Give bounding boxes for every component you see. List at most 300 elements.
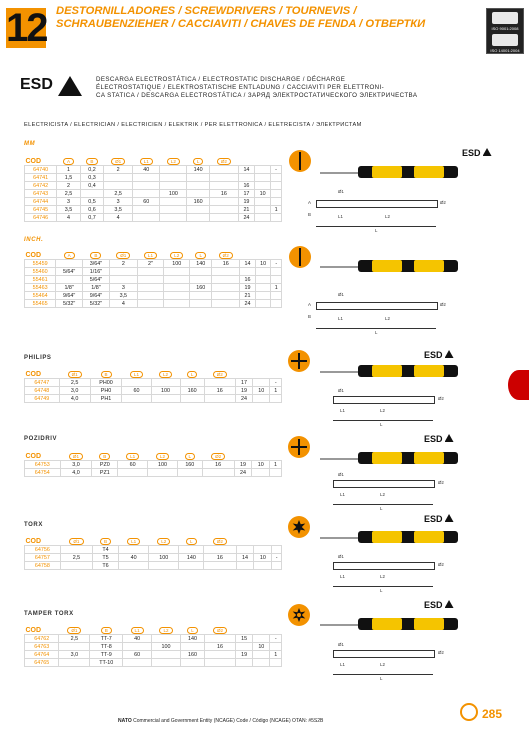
table-row [25, 554, 282, 562]
cell-e [160, 174, 187, 182]
cell-cod: 55465 [25, 300, 56, 308]
cell-a [59, 659, 90, 667]
cell-d [133, 206, 160, 214]
cell-e: 160 [181, 651, 205, 659]
cell-f: 160 [187, 198, 210, 206]
cell-a: 5/64" [56, 268, 83, 276]
screwdriver-closeup-image [508, 370, 529, 400]
esd-badge: ESD [424, 514, 454, 524]
dim-l2: L2 [385, 214, 390, 219]
cell-c [104, 174, 133, 182]
cell-h: 19 [235, 387, 252, 395]
table-row [25, 379, 282, 387]
dim-l2: L2 [380, 408, 385, 413]
table-mm [24, 151, 282, 222]
target-users: ELECTRICISTA / ELECTRICIAN / ELECTRICIEN / ELEKTRIK / PER ELETTRONICA / ELETRECISTA / ЭЛЕКТРИСТАМ [24, 122, 362, 128]
cell-h: 24 [240, 300, 256, 308]
table-row [25, 166, 282, 174]
cell-i: 10 [252, 461, 270, 469]
cell-a: 1/8" [56, 284, 83, 292]
cell-d: 100 [152, 643, 181, 651]
cell-i [252, 469, 270, 477]
table-row [25, 206, 282, 214]
section-philips: PHILIPS [24, 355, 52, 361]
handle-grip [372, 166, 402, 178]
cell-c [109, 268, 137, 276]
cell-f [190, 292, 212, 300]
cell-c: 2,5 [104, 190, 133, 198]
dim-a: A [308, 302, 311, 307]
cell-c: 3,5 [109, 292, 137, 300]
screwdriver-shaft [320, 537, 360, 539]
cell-i [255, 268, 271, 276]
handle-grip [372, 618, 402, 630]
cell-f [190, 268, 212, 276]
dim-l: L [380, 676, 383, 681]
handle-grip [414, 452, 444, 464]
cell-b: 0,5 [80, 198, 103, 206]
handle-grip [372, 531, 402, 543]
cell-g [212, 292, 240, 300]
table-row [25, 300, 282, 308]
screwdriver-shaft [320, 624, 360, 626]
cell-b: 9/64" [83, 292, 110, 300]
table-row [25, 190, 282, 198]
cell-b: PH1 [90, 395, 122, 403]
cell-g [209, 198, 238, 206]
dim-l2: L2 [380, 574, 385, 579]
col-header-cod: COD [25, 371, 42, 378]
esd-badge: ESD [424, 350, 454, 360]
handle-grip [372, 260, 402, 272]
cell-h: 14 [240, 260, 256, 268]
dim-line [316, 226, 436, 227]
cell-cod: 55463 [25, 284, 56, 292]
cell-b: 1/8" [83, 284, 110, 292]
section-pozidriv: POZIDRIV [24, 436, 58, 442]
dim-phi2: Ø2 [438, 562, 444, 567]
cell-f [187, 206, 210, 214]
cell-f [202, 469, 234, 477]
col-header-col_b: B [86, 158, 97, 165]
brand-q-icon [460, 703, 478, 721]
esd-hand-icon [445, 514, 454, 522]
col-header-col_l1: L1 [126, 453, 139, 460]
cell-b: PZ1 [92, 469, 118, 477]
esd-hand-icon [483, 148, 492, 156]
cell-b: PH00 [90, 379, 122, 387]
table-row [25, 387, 282, 395]
cell-i [253, 395, 270, 403]
cell-cod: 64754 [25, 469, 61, 477]
cell-j: - [270, 635, 282, 643]
dim-phi1: Ø1 [338, 388, 344, 393]
cell-b: 0,7 [80, 214, 103, 222]
cell-cod: 64763 [25, 643, 59, 651]
handle-grip [414, 618, 444, 630]
col-header-col_b: B [101, 627, 112, 634]
pozidriv-tip-icon [288, 436, 310, 458]
page-number: 285 [482, 707, 503, 721]
cell-e: 140 [179, 554, 204, 562]
cell-f [204, 395, 235, 403]
cell-i [254, 546, 272, 554]
col-header-col_b: B [99, 453, 110, 460]
table-row [25, 214, 282, 222]
section-mm: MM [24, 141, 36, 147]
cell-d: 100 [149, 554, 179, 562]
col-header-col_phi1: Ø1 [67, 627, 81, 634]
table-pozidriv [24, 446, 282, 477]
cell-j: 1 [270, 651, 282, 659]
cell-cod: 64756 [25, 546, 61, 554]
cell-h: 17 [235, 379, 252, 387]
dim-l2: L2 [380, 662, 385, 667]
cell-g [212, 276, 240, 284]
dim-phi2: Ø2 [438, 480, 444, 485]
cell-cod: 64744 [25, 198, 57, 206]
dim-line [316, 328, 436, 329]
col-header-col_l2: L2 [157, 538, 170, 545]
cell-j [270, 395, 282, 403]
cell-d [137, 300, 163, 308]
screwdriver-shaft [320, 371, 360, 373]
table-row [25, 292, 282, 300]
col-header-col_l2: L2 [159, 627, 172, 634]
dim-line [333, 674, 433, 675]
cell-cod: 55461 [25, 276, 56, 284]
footer-note [118, 718, 458, 724]
cell-e [179, 562, 204, 570]
cell-f: 140 [190, 260, 212, 268]
cell-c [118, 469, 148, 477]
table-row [25, 268, 282, 276]
table-row [25, 659, 282, 667]
cell-c [122, 379, 151, 387]
table-row [25, 635, 282, 643]
esd-text-3: CA STATICA / DESCARGA ELECTROSTÁTICA / ЗАРЯД ЭЛЕКТРОСТАТИЧЕСКОГО ЭЛЕКТРИЧЕСТВА [96, 92, 418, 99]
table-row [25, 461, 282, 469]
cell-cod: 64765 [25, 659, 59, 667]
cell-j [271, 174, 282, 182]
cell-f [187, 174, 210, 182]
table-row [25, 198, 282, 206]
cell-d [137, 268, 163, 276]
dimension-sketch [333, 650, 435, 658]
dim-line [333, 420, 433, 421]
title-line-1: DESTORNILLADORES / SCREWDRIVERS / TOURNEVIS / [56, 5, 357, 17]
col-header-col_l: L [187, 627, 198, 634]
cell-d: 100 [148, 461, 178, 469]
cell-e [179, 546, 204, 554]
cell-cod: 64757 [25, 554, 61, 562]
dim-phi1: Ø1 [338, 554, 344, 559]
cell-e [181, 659, 205, 667]
iso-seal-icon [492, 12, 518, 24]
cell-b: 3/64" [83, 260, 110, 268]
cell-d [152, 635, 181, 643]
cell-i [253, 659, 270, 667]
dim-phi2: Ø2 [440, 200, 446, 205]
cell-e [160, 214, 187, 222]
cell-e [160, 206, 187, 214]
cell-e [164, 300, 190, 308]
dim-line [333, 586, 433, 587]
cell-f [204, 546, 236, 554]
cell-a: 4,0 [60, 469, 92, 477]
cell-h: 17 [238, 190, 254, 198]
cell-a: 2,5 [59, 635, 90, 643]
cell-i: 10 [253, 387, 270, 395]
cell-i [255, 174, 271, 182]
cell-j [271, 198, 282, 206]
cell-a [59, 643, 90, 651]
dim-phi2: Ø2 [438, 650, 444, 655]
esd-hand-icon [445, 600, 454, 608]
slotted-tip-icon [289, 150, 311, 172]
col-header-col_l2: L2 [170, 252, 183, 259]
cell-i [253, 635, 270, 643]
cell-a: 3,0 [60, 461, 92, 469]
cell-f: 160 [190, 284, 212, 292]
cell-d [137, 292, 163, 300]
cell-a [60, 562, 92, 570]
cell-e [180, 379, 204, 387]
cell-cod: 64740 [25, 166, 57, 174]
cell-j: 1 [270, 387, 282, 395]
cell-cod: 64748 [25, 387, 60, 395]
cell-e: 100 [160, 190, 187, 198]
cell-g: 16 [212, 260, 240, 268]
table-philips [24, 364, 282, 403]
cell-a: 3,0 [59, 387, 90, 395]
cell-d: 60 [133, 198, 160, 206]
cell-h: 24 [235, 395, 252, 403]
screwdriver-shaft [320, 172, 360, 174]
dim-l1: L1 [340, 492, 345, 497]
dim-l1: L1 [338, 316, 343, 321]
cell-g: 16 [209, 190, 238, 198]
cell-a: 2 [57, 182, 80, 190]
cell-f [190, 300, 212, 308]
cell-f [187, 214, 210, 222]
cell-a [56, 276, 83, 284]
cell-f [205, 635, 236, 643]
cell-i [253, 651, 270, 659]
dim-a: A [308, 200, 311, 205]
cell-cod: 64764 [25, 651, 59, 659]
dimension-sketch [333, 562, 435, 570]
dim-l: L [375, 228, 378, 233]
cell-g [209, 206, 238, 214]
esd-badge: ESD [424, 434, 454, 444]
cell-e: 160 [180, 387, 204, 395]
cell-b [80, 190, 103, 198]
tamper-torx-tip-icon [288, 604, 310, 626]
cell-b: 5/64" [83, 276, 110, 284]
col-header-col_l1: L1 [144, 252, 157, 259]
cell-e [160, 166, 187, 174]
cell-cod: 64743 [25, 190, 57, 198]
cell-a [60, 546, 92, 554]
cell-b: TT-8 [90, 643, 123, 651]
cell-f [187, 182, 210, 190]
cell-c [119, 546, 149, 554]
cell-e: 100 [164, 260, 190, 268]
cell-h: 21 [238, 206, 254, 214]
col-header-col_l: L [187, 371, 198, 378]
table-row [25, 284, 282, 292]
cell-f: 16 [205, 643, 236, 651]
cell-cod: 64741 [25, 174, 57, 182]
table-row [25, 182, 282, 190]
cell-f: 16 [204, 554, 236, 562]
cell-c: 3,5 [104, 206, 133, 214]
iso-label-1: ISO 9001:2008 [491, 26, 519, 31]
cell-j: 1 [271, 206, 282, 214]
cell-j [271, 300, 282, 308]
esd-logo: ESD [20, 76, 53, 93]
cell-h [235, 643, 252, 651]
cell-b: PH0 [90, 387, 122, 395]
cell-g [209, 214, 238, 222]
cell-f [187, 190, 210, 198]
cell-b: T5 [93, 554, 119, 562]
page-title [56, 5, 451, 31]
cell-g [212, 300, 240, 308]
cell-d [149, 546, 179, 554]
cell-c: 3 [104, 198, 133, 206]
handle-grip [372, 452, 402, 464]
cell-j: 1 [270, 461, 282, 469]
cell-e [164, 284, 190, 292]
cell-d [152, 659, 181, 667]
col-header-col_b: B [100, 538, 111, 545]
cell-h: 19 [235, 651, 252, 659]
cell-h: 16 [238, 182, 254, 190]
cell-a: 3 [57, 198, 80, 206]
cell-h: 19 [238, 198, 254, 206]
dim-l: L [380, 506, 383, 511]
cell-e: 160 [177, 461, 202, 469]
cell-b: 0,6 [80, 206, 103, 214]
cell-c: 2 [109, 260, 137, 268]
cell-cod: 55460 [25, 268, 56, 276]
col-header-col_l1: L1 [131, 627, 144, 634]
dim-b: B [308, 314, 311, 319]
table-row [25, 546, 282, 554]
cell-c: 60 [122, 387, 151, 395]
esd-text-2: ÉLECTROSTATIQUE / ELEKTROSTATISCHE ENTLADUNG / CACCIAVITI PER ELETTRONI- [96, 84, 385, 91]
col-header-col_phi2: Ø2 [217, 158, 231, 165]
cell-c [122, 395, 151, 403]
esd-badge: ESD [424, 600, 454, 610]
cell-i [255, 284, 271, 292]
esd-text-1: DESCARGA ELECTROSTÁTICA / ELECTROSTATIC DISCHARGE / DÉCHARGE [96, 76, 346, 83]
handle-grip [414, 260, 444, 272]
table-row [25, 174, 282, 182]
slotted-tip-icon [289, 246, 311, 268]
col-header-col_phi1: Ø1 [116, 252, 130, 259]
screwdriver-shaft [320, 266, 360, 268]
cell-b: 5/32" [83, 300, 110, 308]
col-header-col_phi1: Ø1 [68, 371, 82, 378]
dimension-sketch [333, 396, 435, 404]
col-header-col_l2: L2 [159, 371, 172, 378]
dim-l1: L1 [340, 574, 345, 579]
cell-b: 0,2 [80, 166, 103, 174]
esd-description [96, 76, 421, 100]
cell-d [148, 469, 178, 477]
cell-i [255, 166, 271, 174]
cell-e [160, 198, 187, 206]
cell-a: 2,5 [60, 554, 92, 562]
cell-i [253, 379, 270, 387]
cell-f [204, 562, 236, 570]
cell-d [152, 651, 181, 659]
cell-e [177, 469, 202, 477]
cell-c [104, 182, 133, 190]
dim-l: L [380, 588, 383, 593]
cell-i [255, 292, 271, 300]
table-row [25, 276, 282, 284]
cell-a: 9/64" [56, 292, 83, 300]
cell-g [209, 182, 238, 190]
cell-c: 40 [123, 635, 152, 643]
section-tamper-torx: TAMPER TORX [24, 611, 74, 617]
table-row [25, 643, 282, 651]
cell-j [270, 659, 282, 667]
dimension-sketch [316, 200, 438, 208]
cell-i [255, 300, 271, 308]
cell-e [164, 292, 190, 300]
cell-i: 10 [253, 643, 270, 651]
iso-badge [486, 8, 524, 54]
col-header-col_l1: L1 [130, 371, 143, 378]
dim-l: L [375, 330, 378, 335]
col-header-col_phi2: Ø2 [219, 252, 233, 259]
dim-l1: L1 [338, 214, 343, 219]
cell-a: 2,5 [59, 379, 90, 387]
cell-g [209, 166, 238, 174]
cell-i [255, 206, 271, 214]
col-header-cod: COD [25, 453, 42, 460]
cell-cod: 64762 [25, 635, 59, 643]
iso-seal-icon-2 [492, 34, 518, 46]
handle-grip [372, 365, 402, 377]
cell-cod: 55459 [25, 260, 56, 268]
cell-a: 1 [57, 166, 80, 174]
dim-line [333, 504, 433, 505]
cell-b: T6 [93, 562, 119, 570]
cell-h: 15 [235, 635, 252, 643]
cell-h: 16 [240, 276, 256, 284]
dim-phi2: Ø2 [440, 302, 446, 307]
cell-cod: 64745 [25, 206, 57, 214]
esd-badge: ESD [462, 148, 492, 158]
cell-h: 19 [234, 461, 252, 469]
cell-j: 1 [271, 284, 282, 292]
cell-h [236, 562, 254, 570]
cell-h: 19 [240, 284, 256, 292]
phillips-tip-icon [288, 350, 310, 372]
table-row [25, 260, 282, 268]
col-header-col_phi2: Ø2 [213, 627, 227, 634]
cell-j: - [270, 379, 282, 387]
cell-cod: 64747 [25, 379, 60, 387]
dim-phi1: Ø1 [338, 292, 344, 297]
col-header-col_l: L [185, 453, 196, 460]
